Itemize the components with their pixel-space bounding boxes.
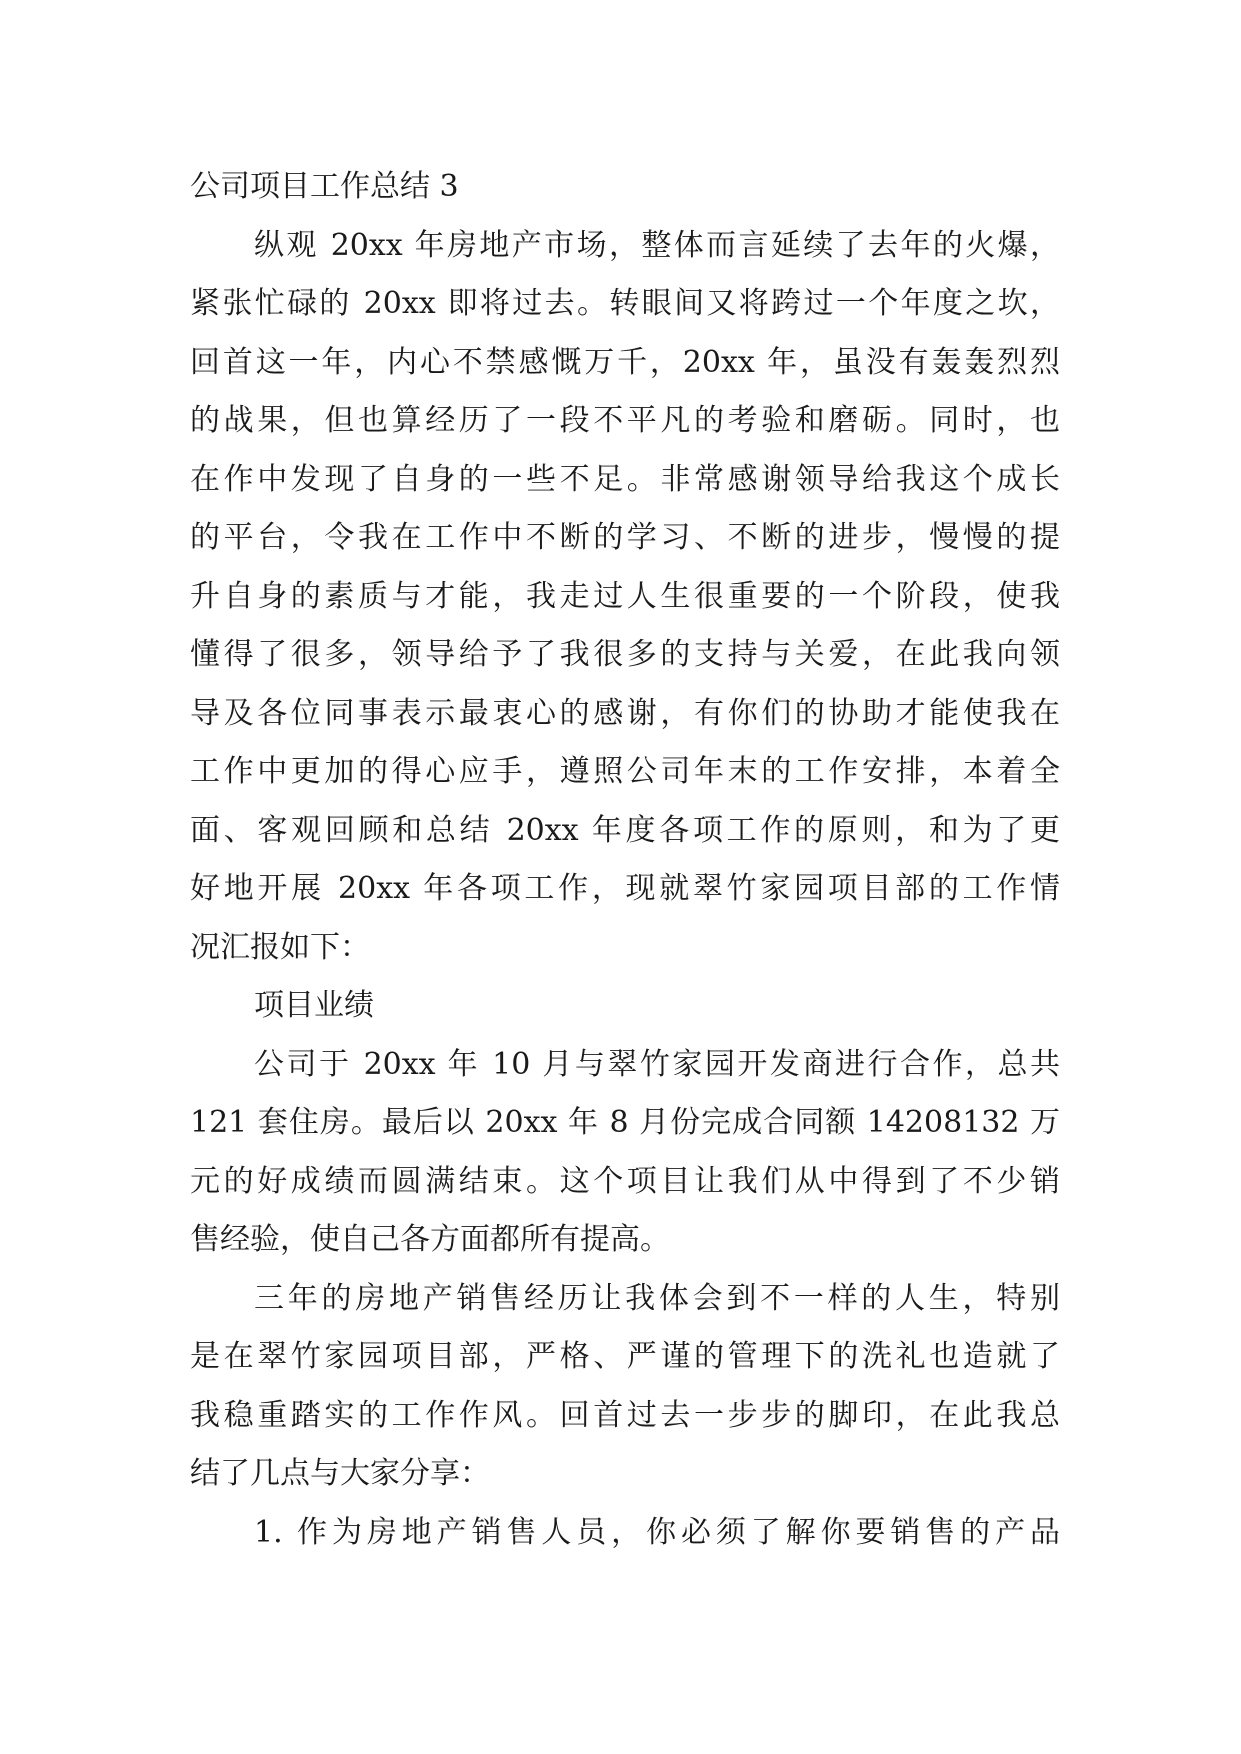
paragraph-line: 紧张忙碌的 20xx 即将过去。转眼间又将跨过一个年度之坎，: [190, 286, 1060, 321]
paragraph-line: 121 套住房。最后以 20xx 年 8 月份完成合同额 14208132 万: [190, 1105, 1060, 1140]
paragraph-line: 面、客观回顾和总结 20xx 年度各项工作的原则，和为了更: [190, 812, 1060, 848]
paragraph-line: 工作中更加的得心应手，遵照公司年末的工作安排，本着全: [190, 754, 1060, 789]
paragraph-line: 是在翠竹家园项目部，严格、严谨的管理下的洗礼也造就了: [190, 1339, 1060, 1374]
list-item: 1. 作为房地产销售人员，你必须了解你要销售的产品: [254, 1514, 1060, 1550]
paragraph-line: 的平台，令我在工作中不断的学习、不断的进步，慢慢的提: [190, 520, 1060, 555]
paragraph-line: 元的好成绩而圆满结束。这个项目让我们从中得到了不少销: [190, 1163, 1060, 1199]
section-heading: 项目业绩: [254, 988, 374, 1023]
paragraph-line: 况汇报如下：: [190, 929, 370, 965]
paragraph-line: 导及各位同事表示最衷心的感谢，有你们的协助才能使我在: [190, 695, 1060, 731]
paragraph-line: 售经验，使自己各方面都所有提高。: [190, 1222, 670, 1257]
paragraph-intro: [190, 217, 1060, 978]
paragraph-line: 升自身的素质与才能，我走过人生很重要的一个阶段，使我: [190, 578, 1060, 614]
paragraph-line: 懂得了很多，领导给予了我很多的支持与关爱，在此我向领: [190, 637, 1060, 672]
paragraph-point-1: [190, 1504, 1060, 1563]
paragraph-line: 纵观 20xx 年房地产市场，整体而言延续了去年的火爆，: [254, 227, 1060, 263]
paragraph-line: 结了几点与大家分享：: [190, 1456, 490, 1491]
paragraph-line: 好地开展 20xx 年各项工作，现就翠竹家园项目部的工作情: [190, 871, 1060, 906]
paragraph-line: 三年的房地产销售经历让我体会到不一样的人生，特别: [254, 1280, 1060, 1316]
paragraph-line: 在作中发现了自身的一些不足。非常感谢领导给我这个成长: [190, 461, 1060, 497]
document-page: [190, 158, 1060, 1562]
paragraph-line: 回首这一年，内心不禁感慨万千，20xx 年，虽没有轰轰烈烈: [190, 344, 1060, 380]
paragraph-line: 我稳重踏实的工作作风。回首过去一步步的脚印，在此我总: [190, 1397, 1060, 1433]
paragraph-performance: [190, 1036, 1060, 1270]
document-title: 公司项目工作总结 3: [190, 169, 459, 204]
paragraph-line: 公司于 20xx 年 10 月与翠竹家园开发商进行合作，总共: [254, 1046, 1060, 1082]
paragraph-line: 的战果，但也算经历了一段不平凡的考验和磨砺。同时，也: [190, 403, 1060, 438]
paragraph-experience: [190, 1270, 1060, 1504]
section-heading-project-performance: [190, 977, 1060, 1036]
